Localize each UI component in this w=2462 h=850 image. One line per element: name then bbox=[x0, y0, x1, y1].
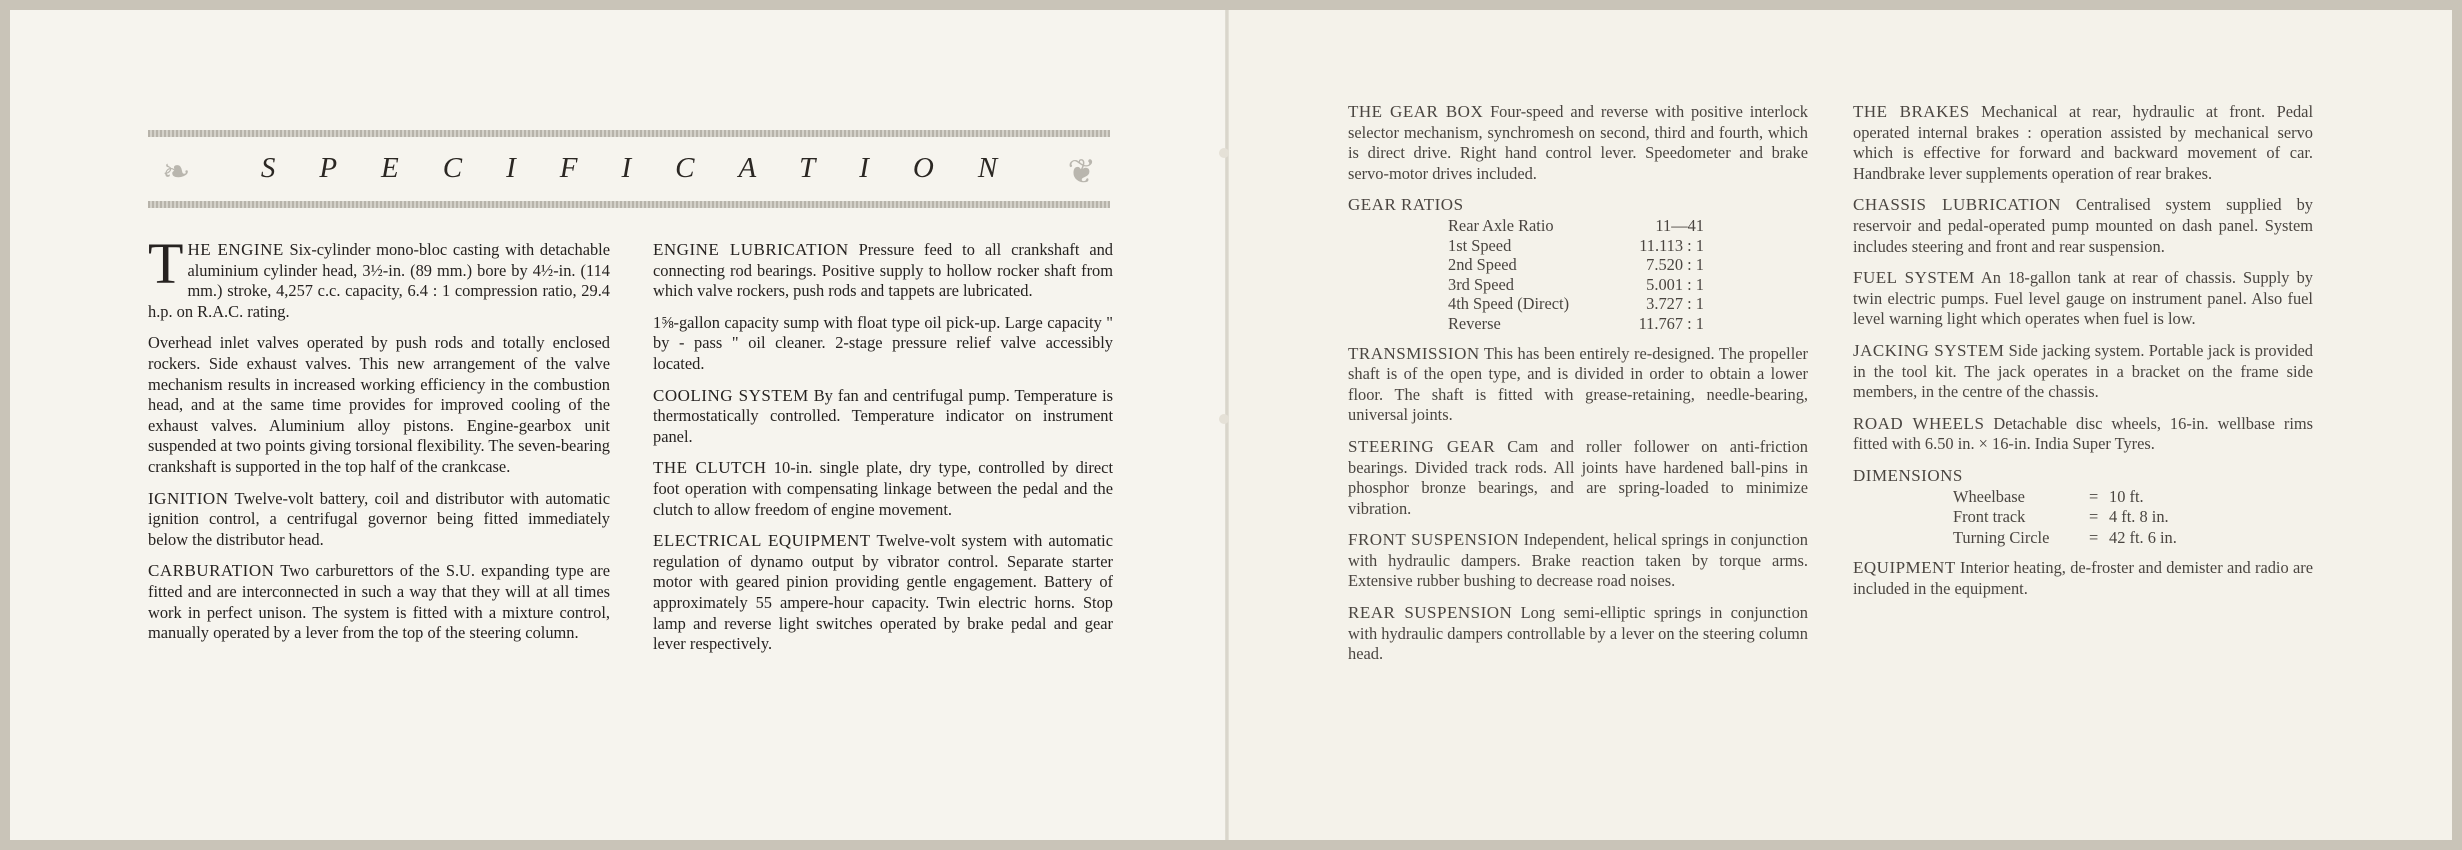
table-row bbox=[1448, 275, 1704, 295]
spec-text: By fan and centrifugal pump. Temperature is thermostatically controlled. Temperature indicator on instrument panel. bbox=[653, 385, 1114, 446]
dimension-equals: = bbox=[2089, 507, 2099, 527]
spec-paragraph-equipment bbox=[1853, 558, 2313, 599]
spec-column-1 bbox=[148, 231, 610, 655]
spec-column-4 bbox=[1853, 102, 2313, 610]
spec-text: Pressure feed to all crankshaft and connecting rod bearings. Positive supply to hollow rocker shaft from which valve rockers, push rods and tappets are lubricated. bbox=[653, 240, 1113, 301]
page-title: SPECIFICATION bbox=[260, 152, 1042, 184]
dimension-value: 10 ft. bbox=[2109, 486, 2144, 506]
table-row bbox=[1953, 507, 2177, 528]
spec-paragraph-ignition bbox=[148, 489, 610, 551]
table-row bbox=[1953, 487, 2177, 508]
spec-text: An 18-gallon tank at rear of chassis. Supply by twin electric pumps. Fuel level gauge on instrument panel. Also fuel level warning light which operates when fuel is low. bbox=[1853, 268, 2313, 329]
spec-paragraph-clutch bbox=[653, 458, 1113, 520]
page-gutter bbox=[1225, 10, 1229, 840]
ratio-value: 11.113 : 1 bbox=[1639, 235, 1704, 255]
spec-text: Twelve-volt battery, coil and distributor with automatic ignition control, a centrifugal governor being fitted immediately below the distributor head. bbox=[148, 488, 610, 549]
binding-hole bbox=[1219, 414, 1229, 424]
spec-paragraph-rear-suspension bbox=[1348, 603, 1808, 665]
spec-paragraph bbox=[148, 333, 610, 477]
spec-text: Twelve-volt system with automatic regulation of dynamo output by vibrator control. Separate starter motor with geared pinion providing gentle engagement. Battery of approximately 55 ampere-hour capacity. Twin electric horns. Stop lamp and reverse light switches operated by brake pedal and gear lever respectively. bbox=[653, 531, 1113, 654]
table-row bbox=[1448, 236, 1704, 256]
scroll-ornament-icon: ❦ bbox=[1067, 152, 1096, 192]
spec-text: Mechanical at rear, hydraulic at front. Pedal operated internal brakes : operation assisted by mechanical servo which is effective for forward and backward movement of car. Handbrake lever supplements operation of rear brakes. bbox=[1853, 102, 2313, 183]
dimension-label: Wheelbase bbox=[1953, 486, 2025, 506]
spec-paragraph-fuel bbox=[1853, 268, 2313, 330]
spec-text: Four-speed and reverse with positive interlock selector mechanism, synchromesh on second, third and fourth, which is direct drive. Right hand control lever. Speedometer and brake servo-motor drives included. bbox=[1348, 102, 1808, 183]
spec-paragraph-engine-lubrication bbox=[653, 240, 1113, 302]
dimension-value: 4 ft. 8 in. bbox=[2109, 507, 2169, 527]
spec-paragraph-steering bbox=[1348, 437, 1808, 519]
spec-paragraph-gear-box bbox=[1348, 102, 1808, 184]
spec-paragraph bbox=[653, 313, 1113, 375]
ratio-value: 5.001 : 1 bbox=[1646, 274, 1704, 294]
spec-column-3 bbox=[1348, 102, 1808, 676]
spec-heading: CARBURATION bbox=[148, 561, 275, 581]
table-row bbox=[1448, 294, 1704, 314]
dimensions-table bbox=[1853, 466, 2313, 548]
ratio-value: 11.767 : 1 bbox=[1638, 313, 1704, 333]
ratio-label: Reverse bbox=[1448, 313, 1501, 333]
ratio-label: 3rd Speed bbox=[1448, 274, 1515, 294]
spec-heading: ROAD WHEELS bbox=[1853, 413, 1985, 433]
ratio-label: 2nd Speed bbox=[1448, 255, 1517, 275]
spec-text: Detachable disc wheels, 16-in. wellbase rims fitted with 6.50 in. × 16-in. India Super Tyres. bbox=[1853, 413, 2313, 454]
specification-banner bbox=[148, 130, 1110, 208]
banner-rule-bottom bbox=[148, 201, 1110, 208]
scroll-ornament-icon: ❧ bbox=[162, 152, 191, 192]
table-row bbox=[1448, 255, 1704, 275]
spec-paragraph-road-wheels bbox=[1853, 414, 2313, 455]
dimension-equals: = bbox=[2089, 486, 2099, 506]
spec-paragraph-front-suspension bbox=[1348, 530, 1808, 592]
spec-paragraph-brakes bbox=[1853, 102, 2313, 184]
spec-heading: FRONT SUSPENSION bbox=[1348, 530, 1520, 550]
spec-text: This has been entirely re-designed. The propeller shaft is of the open type, and is divided in order to obtain a lower floor. The shaft is fitted with grease-retaining, needle-bearing, universal joints. bbox=[1348, 343, 1808, 425]
banner-rule-top bbox=[148, 130, 1110, 137]
spec-text: Independent, helical springs in conjunction with hydraulic dampers. Brake reaction taken by torque arms. Extensive rubber bushing to decrease road noises. bbox=[1348, 530, 1808, 591]
spec-heading: ENGINE LUBRICATION bbox=[653, 240, 849, 259]
spec-heading: GEAR RATIOS bbox=[1348, 195, 1464, 215]
spec-heading: ELECTRICAL EQUIPMENT bbox=[653, 531, 871, 551]
spec-text: Centralised system supplied by reservoir and pedal-operated pump mounted on dash panel. System includes steering and front and rear suspension. bbox=[1853, 195, 2313, 256]
binding-hole bbox=[1219, 148, 1229, 158]
spec-text: Interior heating, de-froster and demister and radio are included in the equipment. bbox=[1853, 558, 2313, 598]
spec-text: Long semi-elliptic springs in conjunction with hydraulic dampers controllable by a lever on the steering column head. bbox=[1348, 603, 1809, 664]
spec-paragraph-electrical bbox=[653, 531, 1113, 655]
spec-text: Overhead inlet valves operated by push rods and totally enclosed rockers. Side exhaust valves. This new arrangement of the valve mechanism results in increased working efficiency in the combustion head, and at the same time provides for improved cooling of the exhaust valves. Aluminium alloy pistons. Engine-gearbox unit suspended at two points giving torsional flexibility. The seven-bearing crankshaft is supported in the top half of the crankcase. bbox=[148, 333, 610, 476]
spec-heading: IGNITION bbox=[148, 488, 229, 508]
spec-heading: REAR SUSPENSION bbox=[1348, 603, 1513, 623]
spec-text: Two carburettors of the S.U. expanding type are fitted and are interconnected in such a way that they will at all times work in perfect unison. The system is fitted with a mixture control, manually operated by a lever from the top of the steering column. bbox=[148, 561, 610, 643]
dimension-label: Turning Circle bbox=[1953, 527, 2050, 547]
dimension-label: Front track bbox=[1953, 507, 2026, 527]
spec-text: Side jacking system. Portable jack is provided in the tool kit. The jack operates in a bracket on the frame side members, in the centre of the chassis. bbox=[1853, 340, 2313, 402]
spec-heading: THE GEAR BOX bbox=[1348, 102, 1484, 121]
spec-paragraph-carburation bbox=[148, 561, 610, 643]
ratio-label: 1st Speed bbox=[1448, 235, 1512, 255]
spec-heading: DIMENSIONS bbox=[1853, 465, 1963, 485]
spec-text: 1⅝-gallon capacity sump with float type oil pick-up. Large capacity " by - pass " oil cleaner. 2-stage pressure relief valve accessibly located. bbox=[653, 312, 1113, 373]
spec-heading: THE CLUTCH bbox=[653, 458, 767, 478]
spec-paragraph-transmission bbox=[1348, 344, 1808, 426]
spec-paragraph-jacking bbox=[1853, 341, 2313, 403]
ratio-label: 4th Speed (Direct) bbox=[1448, 294, 1570, 314]
ratio-label: Rear Axle Ratio bbox=[1448, 215, 1554, 235]
spec-text: Cam and roller follower on anti-friction bearings. Divided track rods. All joints have hardened ball-pins in phosphor bronze bearings, and are spring-loaded to minimize vibration. bbox=[1348, 436, 1808, 518]
spec-heading: HE ENGINE bbox=[187, 240, 284, 259]
ratio-value: 3.727 : 1 bbox=[1646, 294, 1704, 314]
spec-heading: STEERING GEAR bbox=[1348, 436, 1496, 456]
table-row bbox=[1448, 314, 1704, 334]
table-row bbox=[1448, 216, 1704, 236]
spec-heading: THE BRAKES bbox=[1853, 102, 1970, 121]
spec-heading: JACKING SYSTEM bbox=[1853, 340, 2005, 360]
spec-paragraph-engine bbox=[148, 231, 610, 322]
spec-heading: FUEL SYSTEM bbox=[1853, 268, 1975, 288]
spec-heading: COOLING SYSTEM bbox=[653, 385, 809, 405]
spec-text: 10-in. single plate, dry type, controlled by direct foot operation with compensating linkage between the pedal and the clutch to allow freedom of engine movement. bbox=[653, 458, 1113, 519]
dimension-equals: = bbox=[2089, 527, 2099, 547]
dimension-value: 42 ft. 6 in. bbox=[2109, 527, 2177, 547]
spec-heading: TRANSMISSION bbox=[1348, 343, 1480, 363]
table-row bbox=[1953, 528, 2177, 549]
gear-ratios-table bbox=[1348, 195, 1808, 333]
drop-cap: T bbox=[148, 231, 184, 296]
spec-paragraph-cooling bbox=[653, 386, 1113, 448]
ratio-value: 11—41 bbox=[1655, 215, 1704, 235]
spec-paragraph-chassis-lubrication bbox=[1853, 195, 2313, 257]
spec-column-2 bbox=[653, 240, 1113, 666]
spec-text: Six-cylinder mono-bloc casting with detachable aluminium cylinder head, 3½-in. (89 mm.) bore by 4½-in. (114 mm.) stroke, 4,257 c.c. capacity, 6.4 : 1 compression ratio, 29.4 h.p. on R.A.C. rating. bbox=[148, 240, 610, 321]
spec-heading: EQUIPMENT bbox=[1853, 558, 1956, 578]
spec-heading: CHASSIS LUBRICATION bbox=[1853, 195, 2061, 215]
ratio-value: 7.520 : 1 bbox=[1646, 255, 1704, 275]
